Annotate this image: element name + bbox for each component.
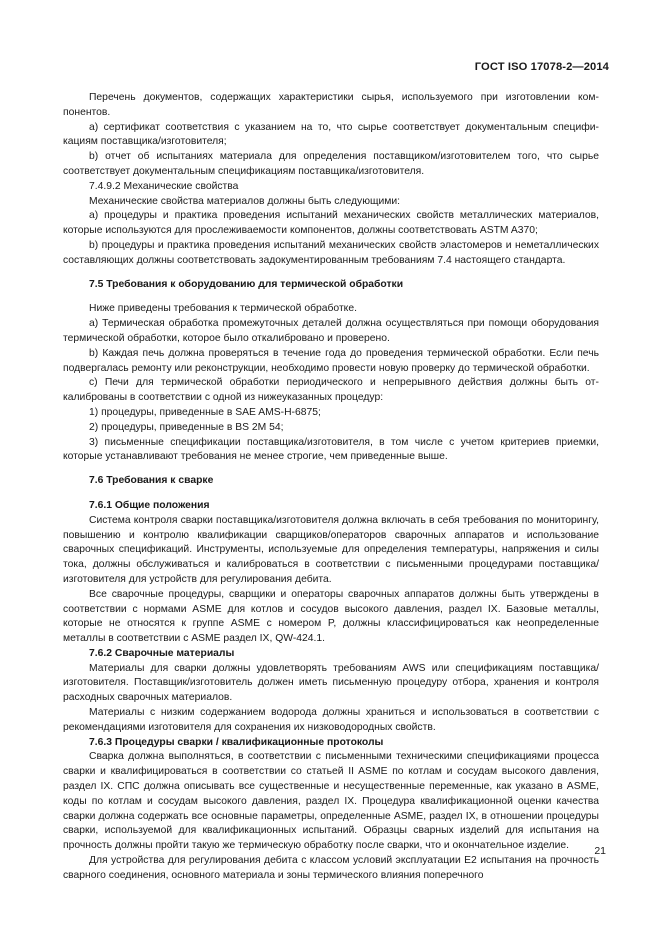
body-paragraph: Материалы для сварки должны удовлетворять требованиям AWS или спецификациям поставщика/изготовителя. Поставщик/изготовитель должен иметь письменную процедуру отбора, хранения и контроля расходных сварочных материалов. <box>63 662 599 704</box>
subsection-heading: 7.6.2 Сварочные материалы <box>89 647 235 659</box>
body-paragraph: a) сертификат соответствия с указанием на то, что сырье соответствует документальным спецификациям поставщика/изготовителя; <box>63 121 599 148</box>
body-paragraph: b) отчет об испытаниях материала для определения поставщиком/изготовителем того, что сырье соответствует документальным спецификациям поставщика/изготовителя. <box>63 151 599 177</box>
subsection-heading: 7.6.1 Общие положения <box>89 499 210 511</box>
subsection-heading: 7.6.3 Процедуры сварки / квалификационные протоколы <box>89 736 384 748</box>
body-paragraph: b) процедуры и практика проведения испытаний механических свойств эластомеров и неметаллических составляющих должны соответствовать задокументированным требованиям 7.4 настоящего стандарта. <box>63 239 599 266</box>
body-paragraph: Ниже приведены требования к термической обработке. <box>89 303 357 315</box>
body-paragraph: Материалы с низким содержанием водорода должны храниться и использоваться в соответствии с рекомендациями изготовителя для сохранения их низководородных свойств. <box>63 707 599 733</box>
body-paragraph: Система контроля сварки поставщика/изготовителя должна включать в себя требования по мониторингу, повышению и контролю квалификации сварщиков/операторов сварочных аппаратов и использование сварочных спецификаций. Инструменты, используемые для определения температуры, напряжения и силы тока, должны обслуживаться и калиброваться в соответствии с письменными процедурами поставщика/изготовителя для устройств для регулирования дебита. <box>63 514 599 585</box>
section-heading: 7.5 Требования к оборудованию для термической обработки <box>89 278 404 290</box>
body-paragraph: b) Каждая печь должна проверяться в течение года до проведения термической обработки. Если печь подвергалась ремонту или реконструкции, необходимо провести новую проверку до термической обработки. <box>63 347 599 374</box>
body-paragraph: Механические свойства материалов должны быть следующими: <box>89 195 401 207</box>
body-paragraph: 3) письменные спецификации поставщика/изготовителя, в том числе с учетом критериев приемки, которые устанавливают требования не менее строгие, чем приведенные выше. <box>63 436 599 463</box>
body-paragraph: 1) процедуры, приведенные в SAE AMS-H-6875; <box>89 406 321 418</box>
body-paragraph: 7.4.9.2 Механические свойства <box>89 180 239 192</box>
document-code-header: ГОСТ ISO 17078-2—2014 <box>474 61 609 73</box>
body-paragraph: c) Печи для термической обработки периодического и непрерывного действия должны быть откалиброваны в соответствии с одной из нижеуказанных процедур: <box>63 377 599 404</box>
body-paragraph: a) Термическая обработка промежуточных деталей должна осуществляться при помощи оборудования термической обработки, которое было откалибровано и проверено. <box>63 318 599 344</box>
section-heading: 7.6 Требования к сварке <box>89 475 214 487</box>
body-paragraph: Сварка должна выполняться, в соответствии с письменными техническими спецификациями процесса сварки и квалифицироваться в соответствии со статьей II ASME по котлам и сосудам высокого давления, раздел IX. СПС должна описывать все существенные и несущественные переменные, как указано в ASME, коды по котлам и сосудам высокого давления, раздел IX. Процедура квалификационной оценки качества сварки должна содержать все основные параметры, определенные ASME, раздел IX, в отношении процедуры сварки, используемой для квалификационных испытаний. Образцы сварных изделий для испытания на прочность должны пройти такую же термическую обработку после сварки, что и окончательное изделие. <box>63 751 599 852</box>
body-paragraph: Перечень документов, содержащих характеристики сырья, используемого при изготовлении компонентов. <box>63 92 599 118</box>
body-paragraph: Все сварочные процедуры, сварщики и операторы сварочных аппаратов должны быть утверждены в соответствии с нормами ASME для котлов и сосудов высокого давления, раздел IX. Базовые металлы, которые не относятся к группе ASME с номером P, должны классифицироваться как неопределенные металлы в соответствии с ASME раздел IX, QW-424.1. <box>63 588 599 645</box>
body-paragraph: Для устройства для регулирования дебита с классом условий эксплуатации E2 испытания на прочность сварного соединения, основного материала и зоны термического влияния поперечного <box>63 855 599 881</box>
body-paragraph: a) процедуры и практика проведения испытаний механических свойств металлических материалов, которые используются для прослеживаемости компонентов, должны соответствовать ASTM A370; <box>63 210 599 237</box>
page-number: 21 <box>594 845 606 857</box>
body-paragraph: 2) процедуры, приведенные в BS 2M 54; <box>89 421 284 433</box>
document-body <box>63 91 599 884</box>
